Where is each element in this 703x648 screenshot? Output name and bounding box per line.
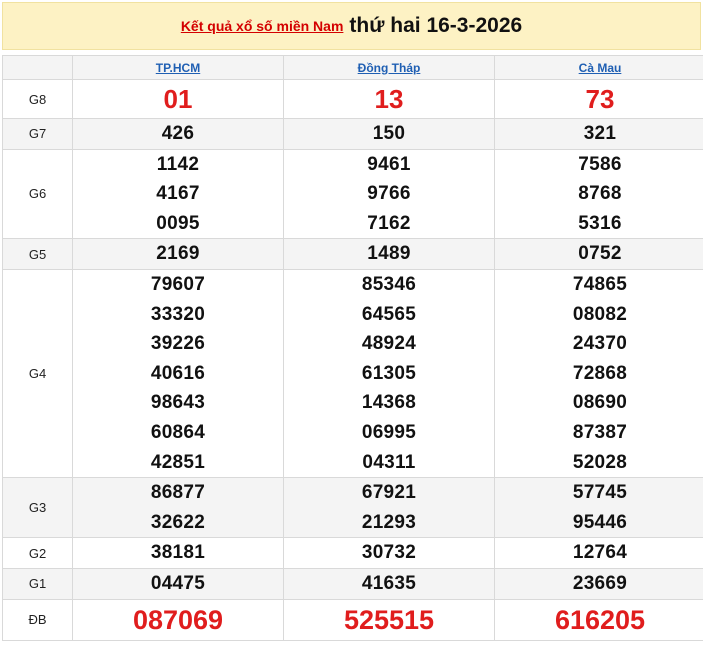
prize-cell <box>73 599 284 640</box>
winning-number: 32622 <box>150 511 206 533</box>
winning-number: 24370 <box>572 333 628 355</box>
results-header <box>2 2 701 50</box>
prize-cell <box>284 269 495 477</box>
corner-cell <box>3 56 73 80</box>
prize-row-g7 <box>3 119 703 150</box>
prize-cell <box>284 568 495 599</box>
winning-number: 73 <box>585 84 615 114</box>
prize-cell <box>73 568 284 599</box>
winning-number: 06995 <box>361 421 417 443</box>
winning-number: 79607 <box>150 273 206 295</box>
prize-row-g1 <box>3 568 703 599</box>
prize-cell <box>284 149 495 239</box>
province-col-2 <box>284 56 495 80</box>
prize-cell <box>495 119 703 150</box>
special-prize-number: 087069 <box>132 604 224 635</box>
prize-row-g5 <box>3 239 703 270</box>
prize-cell <box>495 599 703 640</box>
prize-label: G7 <box>3 119 73 150</box>
province-header-row <box>3 56 703 80</box>
prize-cell <box>284 80 495 119</box>
prize-label: G1 <box>3 568 73 599</box>
winning-number: 23669 <box>572 572 628 594</box>
prize-label: G8 <box>3 80 73 119</box>
prize-cell <box>495 568 703 599</box>
prize-row-g4 <box>3 269 703 477</box>
winning-number: 7586 <box>578 153 622 175</box>
winning-number: 39226 <box>150 333 206 355</box>
winning-number: 13 <box>374 84 404 114</box>
prize-row-g2 <box>3 538 703 569</box>
winning-number: 0095 <box>156 212 200 234</box>
winning-number: 41635 <box>361 572 417 594</box>
winning-number: 04311 <box>362 451 416 473</box>
winning-number: 95446 <box>572 511 628 533</box>
winning-number: 72868 <box>572 362 628 384</box>
province-col-3 <box>495 56 703 80</box>
winning-number: 1142 <box>156 153 200 175</box>
winning-number: 04475 <box>150 572 206 594</box>
prize-label: G6 <box>3 149 73 239</box>
winning-number: 08082 <box>572 303 628 325</box>
winning-number: 57745 <box>572 482 628 504</box>
winning-number: 0752 <box>578 243 622 265</box>
winning-number: 01 <box>163 84 193 114</box>
winning-number: 98643 <box>150 392 206 414</box>
winning-number: 60864 <box>150 421 206 443</box>
prize-label: ĐB <box>3 599 73 640</box>
winning-number: 14368 <box>361 392 417 414</box>
prize-row-g6 <box>3 149 703 239</box>
special-prize-number: 616205 <box>554 604 646 635</box>
winning-number: 7162 <box>367 212 411 234</box>
prize-cell <box>73 80 284 119</box>
winning-number: 85346 <box>361 273 417 295</box>
province-link-tphcm[interactable]: TP.HCM <box>155 60 201 75</box>
winning-number: 1489 <box>367 243 411 265</box>
winning-number: 61305 <box>361 362 417 384</box>
winning-number: 38181 <box>150 542 206 564</box>
prize-row-g8 <box>3 80 703 119</box>
prize-cell <box>495 149 703 239</box>
winning-number: 12764 <box>572 542 628 564</box>
winning-number: 42851 <box>150 451 206 473</box>
prize-label: G4 <box>3 269 73 477</box>
prize-cell <box>284 599 495 640</box>
province-link-ca-mau[interactable]: Cà Mau <box>578 60 622 75</box>
prize-cell <box>495 269 703 477</box>
prize-cell <box>73 119 284 150</box>
winning-number: 87387 <box>572 421 628 443</box>
winning-number: 48924 <box>361 333 417 355</box>
prize-cell <box>495 538 703 569</box>
winning-number: 9766 <box>367 183 411 205</box>
prize-cell <box>284 239 495 270</box>
special-prize-number: 525515 <box>343 604 435 635</box>
province-col-1 <box>73 56 284 80</box>
winning-number: 321 <box>583 123 617 144</box>
winning-number: 33320 <box>150 303 206 325</box>
prize-cell <box>73 149 284 239</box>
province-link-dong-thap[interactable]: Đồng Tháp <box>357 60 421 75</box>
prize-cell <box>73 239 284 270</box>
prize-label: G5 <box>3 239 73 270</box>
prize-cell <box>73 269 284 477</box>
prize-row-special <box>3 599 703 640</box>
prize-cell <box>284 478 495 538</box>
winning-number: 4167 <box>156 183 200 205</box>
prize-label: G2 <box>3 538 73 569</box>
prize-cell <box>73 538 284 569</box>
winning-number: 150 <box>372 123 406 144</box>
winning-number: 08690 <box>572 392 628 414</box>
winning-number: 40616 <box>150 362 206 384</box>
winning-number: 2169 <box>156 243 200 265</box>
winning-number: 21293 <box>361 511 417 533</box>
winning-number: 30732 <box>361 542 417 564</box>
prize-cell <box>495 80 703 119</box>
prize-cell <box>284 538 495 569</box>
prize-cell <box>73 478 284 538</box>
winning-number: 86877 <box>150 482 206 504</box>
draw-date-title: thứ hai 16-3-2026 <box>349 14 523 37</box>
winning-number: 9461 <box>367 153 411 175</box>
winning-number: 52028 <box>572 451 628 473</box>
region-results-link[interactable]: Kết quả xổ số miền Nam <box>180 18 344 34</box>
prize-cell <box>495 478 703 538</box>
winning-number: 64565 <box>361 303 417 325</box>
winning-number: 8768 <box>578 183 622 205</box>
results-table <box>2 55 703 641</box>
winning-number: 426 <box>161 123 195 144</box>
winning-number: 5316 <box>578 212 622 234</box>
prize-row-g3 <box>3 478 703 538</box>
winning-number: 67921 <box>361 482 417 504</box>
prize-cell <box>495 239 703 270</box>
prize-label: G3 <box>3 478 73 538</box>
winning-number: 74865 <box>572 273 628 295</box>
prize-cell <box>284 119 495 150</box>
